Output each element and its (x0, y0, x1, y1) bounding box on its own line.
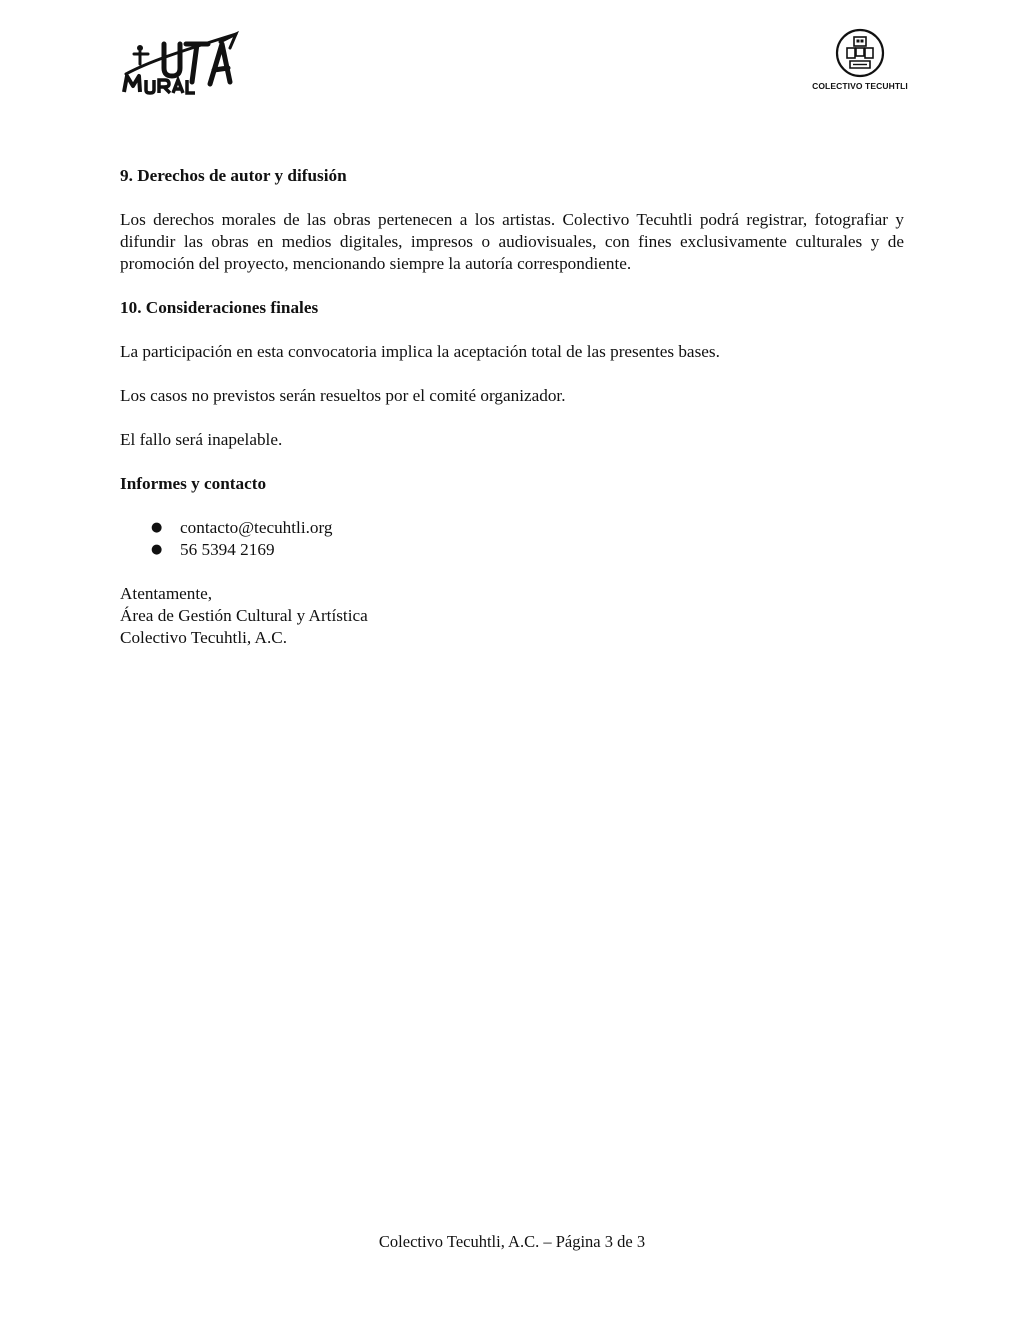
section-10-title: 10. Consideraciones finales (120, 298, 319, 317)
contact-list (120, 517, 904, 561)
section-9-title: 9. Derechos de autor y difusión (120, 166, 347, 185)
mural-uta-logo-graphic (118, 30, 242, 100)
page-footer: Colectivo Tecuhtli, A.C. – Página 3 de 3 (378, 1232, 646, 1251)
bullet-icon: ● (151, 520, 163, 535)
colectivo-tecuhtli-logo (812, 28, 908, 98)
section-10-paragraph-1: La participación en esta convocatoria implica la aceptación total de las presentes bases. (120, 342, 720, 361)
signature-org: Colectivo Tecuhtli, A.C. (120, 628, 287, 647)
contact-email[interactable]: contacto@tecuhtli.org (180, 518, 333, 537)
logo-caption: COLECTIVO TECUHTLI (812, 81, 908, 91)
mural-uta-logo (118, 30, 242, 100)
colectivo-tecuhtli-seal-icon (835, 28, 885, 78)
signature-area: Área de Gestión Cultural y Artística (120, 606, 368, 625)
contact-email-item (120, 517, 904, 539)
contact-title: Informes y contacto (120, 474, 267, 493)
section-10-paragraph-3: El fallo será inapelable. (120, 430, 283, 449)
section-9-paragraph: Los derechos morales de las obras pertenecen a los artistas. Colectivo Tecuhtli podrá registrar, fotografiar y difundir las obras en medios digitales, impresos o audiovisuales, con fines exclusivamente culturales y de promoción del proyecto, mencionando siempre la autoría correspondiente. (120, 210, 904, 273)
contact-phone: 56 5394 2169 (180, 540, 275, 559)
section-10-paragraph-2: Los casos no previstos serán resueltos por el comité organizador. (120, 386, 566, 405)
bullet-icon: ● (151, 542, 163, 557)
contact-phone-item (120, 539, 904, 561)
document-body (120, 165, 904, 649)
signature-closing: Atentamente, (120, 584, 213, 603)
